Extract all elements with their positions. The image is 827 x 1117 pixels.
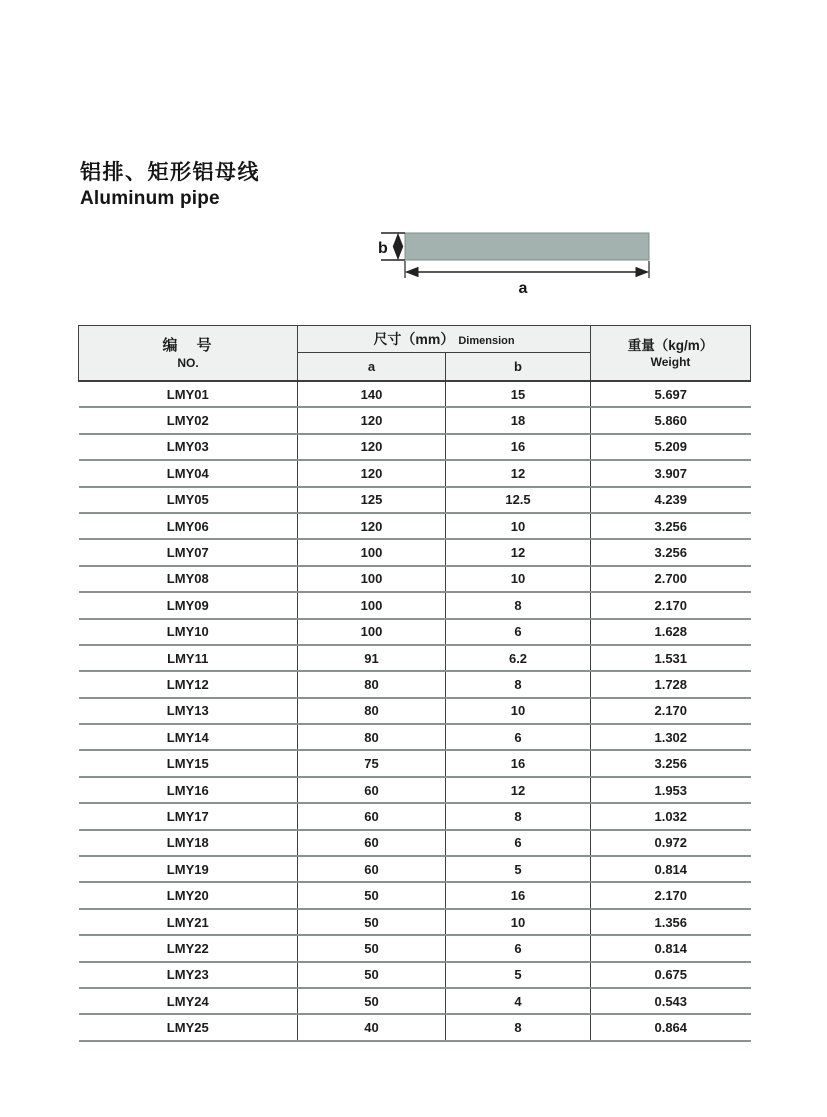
cell-no: LMY08 (79, 566, 298, 592)
cell-b: 12 (446, 539, 591, 565)
cell-b: 8 (446, 671, 591, 697)
cell-b: 16 (446, 882, 591, 908)
cell-a: 60 (298, 856, 446, 882)
cell-weight: 5.697 (591, 381, 751, 407)
cell-b: 12 (446, 460, 591, 486)
cell-weight: 0.972 (591, 830, 751, 856)
table-row (79, 988, 751, 1014)
header-dimension (298, 326, 591, 353)
spec-table-header (79, 326, 751, 382)
cell-b: 6 (446, 830, 591, 856)
cell-a: 91 (298, 645, 446, 671)
cell-no: LMY01 (79, 381, 298, 407)
cell-a: 50 (298, 882, 446, 908)
cell-weight: 0.814 (591, 935, 751, 961)
dimension-drawing (372, 226, 662, 300)
bar-rect (405, 233, 649, 260)
cell-no: LMY04 (79, 460, 298, 486)
cell-no: LMY05 (79, 487, 298, 513)
cell-a: 50 (298, 909, 446, 935)
page-title-zh: 铝排、矩形铝母线 (80, 161, 260, 184)
cell-a: 140 (298, 381, 446, 407)
cell-weight: 2.700 (591, 566, 751, 592)
cell-no: LMY18 (79, 830, 298, 856)
cell-a: 80 (298, 724, 446, 750)
page-title-en: Aluminum pipe (80, 188, 220, 209)
header-weight (591, 326, 751, 382)
header-dimension-en: Dimension (458, 335, 515, 347)
b-dimension-label: b (378, 240, 388, 257)
table-row (79, 487, 751, 513)
cell-a: 60 (298, 803, 446, 829)
cell-b: 12 (446, 777, 591, 803)
cell-weight: 5.860 (591, 407, 751, 433)
table-row (79, 460, 751, 486)
cell-b: 8 (446, 1014, 591, 1040)
cell-weight: 1.628 (591, 619, 751, 645)
cell-b: 6 (446, 619, 591, 645)
cell-a: 125 (298, 487, 446, 513)
cell-b: 8 (446, 592, 591, 618)
table-row (79, 619, 751, 645)
table-row (79, 803, 751, 829)
cell-weight: 1.032 (591, 803, 751, 829)
table-row (79, 513, 751, 539)
table-row (79, 830, 751, 856)
header-col-b: b (446, 353, 591, 382)
cell-no: LMY14 (79, 724, 298, 750)
cell-no: LMY21 (79, 909, 298, 935)
cell-b: 12.5 (446, 487, 591, 513)
cell-b: 10 (446, 513, 591, 539)
cell-weight: 1.953 (591, 777, 751, 803)
cell-weight: 0.675 (591, 962, 751, 988)
table-row (79, 539, 751, 565)
cell-weight: 1.728 (591, 671, 751, 697)
cell-weight: 4.239 (591, 487, 751, 513)
header-weight-en: Weight (650, 354, 691, 369)
cell-no: LMY17 (79, 803, 298, 829)
cell-no: LMY12 (79, 671, 298, 697)
cell-weight: 3.256 (591, 750, 751, 776)
cell-a: 120 (298, 434, 446, 460)
cell-a: 50 (298, 935, 446, 961)
cell-a: 100 (298, 539, 446, 565)
cell-a: 120 (298, 407, 446, 433)
cell-a: 40 (298, 1014, 446, 1040)
cell-a: 80 (298, 698, 446, 724)
cell-weight: 0.543 (591, 988, 751, 1014)
header-weight-zh: 重量（kg/m） (627, 337, 714, 353)
table-row (79, 750, 751, 776)
table-row (79, 698, 751, 724)
cell-weight: 2.170 (591, 882, 751, 908)
cell-no: LMY15 (79, 750, 298, 776)
cell-weight: 5.209 (591, 434, 751, 460)
cell-a: 80 (298, 671, 446, 697)
cell-no: LMY19 (79, 856, 298, 882)
cell-weight: 3.256 (591, 539, 751, 565)
cell-weight: 1.531 (591, 645, 751, 671)
cell-b: 5 (446, 962, 591, 988)
cell-no: LMY24 (79, 988, 298, 1014)
cell-no: LMY07 (79, 539, 298, 565)
a-dimension-label: a (518, 280, 528, 297)
table-row (79, 962, 751, 988)
title-block (80, 156, 260, 210)
header-no (79, 326, 298, 382)
header-no-en: NO. (177, 355, 199, 370)
cell-b: 8 (446, 803, 591, 829)
cell-b: 18 (446, 407, 591, 433)
cell-weight: 1.302 (591, 724, 751, 750)
cell-a: 50 (298, 988, 446, 1014)
table-row (79, 724, 751, 750)
cell-weight: 0.814 (591, 856, 751, 882)
cell-no: LMY06 (79, 513, 298, 539)
cell-a: 60 (298, 777, 446, 803)
cell-b: 10 (446, 698, 591, 724)
cell-a: 50 (298, 962, 446, 988)
cell-no: LMY11 (79, 645, 298, 671)
cell-no: LMY20 (79, 882, 298, 908)
table-row (79, 434, 751, 460)
cell-b: 5 (446, 856, 591, 882)
cell-a: 100 (298, 592, 446, 618)
cell-no: LMY22 (79, 935, 298, 961)
cell-no: LMY13 (79, 698, 298, 724)
table-row (79, 909, 751, 935)
cell-b: 10 (446, 909, 591, 935)
header-no-zh: 编 号 (162, 336, 214, 354)
header-col-a: a (298, 353, 446, 382)
cell-no: LMY02 (79, 407, 298, 433)
table-row (79, 856, 751, 882)
table-row (79, 381, 751, 407)
cell-no: LMY03 (79, 434, 298, 460)
cell-b: 16 (446, 750, 591, 776)
cell-no: LMY16 (79, 777, 298, 803)
table-row (79, 1014, 751, 1040)
cell-no: LMY25 (79, 1014, 298, 1040)
cell-a: 120 (298, 460, 446, 486)
cell-no: LMY10 (79, 619, 298, 645)
cell-no: LMY23 (79, 962, 298, 988)
spec-table (78, 325, 751, 1042)
cell-a: 120 (298, 513, 446, 539)
cell-no: LMY09 (79, 592, 298, 618)
table-row (79, 566, 751, 592)
cell-b: 4 (446, 988, 591, 1014)
table-row (79, 645, 751, 671)
cell-b: 16 (446, 434, 591, 460)
cell-b: 10 (446, 566, 591, 592)
table-row (79, 882, 751, 908)
cell-a: 100 (298, 566, 446, 592)
table-row (79, 592, 751, 618)
table-row (79, 671, 751, 697)
cross-section-diagram (372, 226, 662, 300)
cell-weight: 3.256 (591, 513, 751, 539)
table-row (79, 935, 751, 961)
spec-table-body (79, 381, 751, 1041)
cell-weight: 2.170 (591, 592, 751, 618)
cell-b: 6 (446, 724, 591, 750)
cell-a: 60 (298, 830, 446, 856)
cell-weight: 0.864 (591, 1014, 751, 1040)
cell-weight: 3.907 (591, 460, 751, 486)
cell-weight: 1.356 (591, 909, 751, 935)
header-dimension-zh: 尺寸（mm） (373, 331, 455, 347)
cell-b: 6.2 (446, 645, 591, 671)
table-row (79, 777, 751, 803)
table-row (79, 407, 751, 433)
cell-a: 100 (298, 619, 446, 645)
cell-weight: 2.170 (591, 698, 751, 724)
cell-b: 6 (446, 935, 591, 961)
cell-b: 15 (446, 381, 591, 407)
cell-a: 75 (298, 750, 446, 776)
